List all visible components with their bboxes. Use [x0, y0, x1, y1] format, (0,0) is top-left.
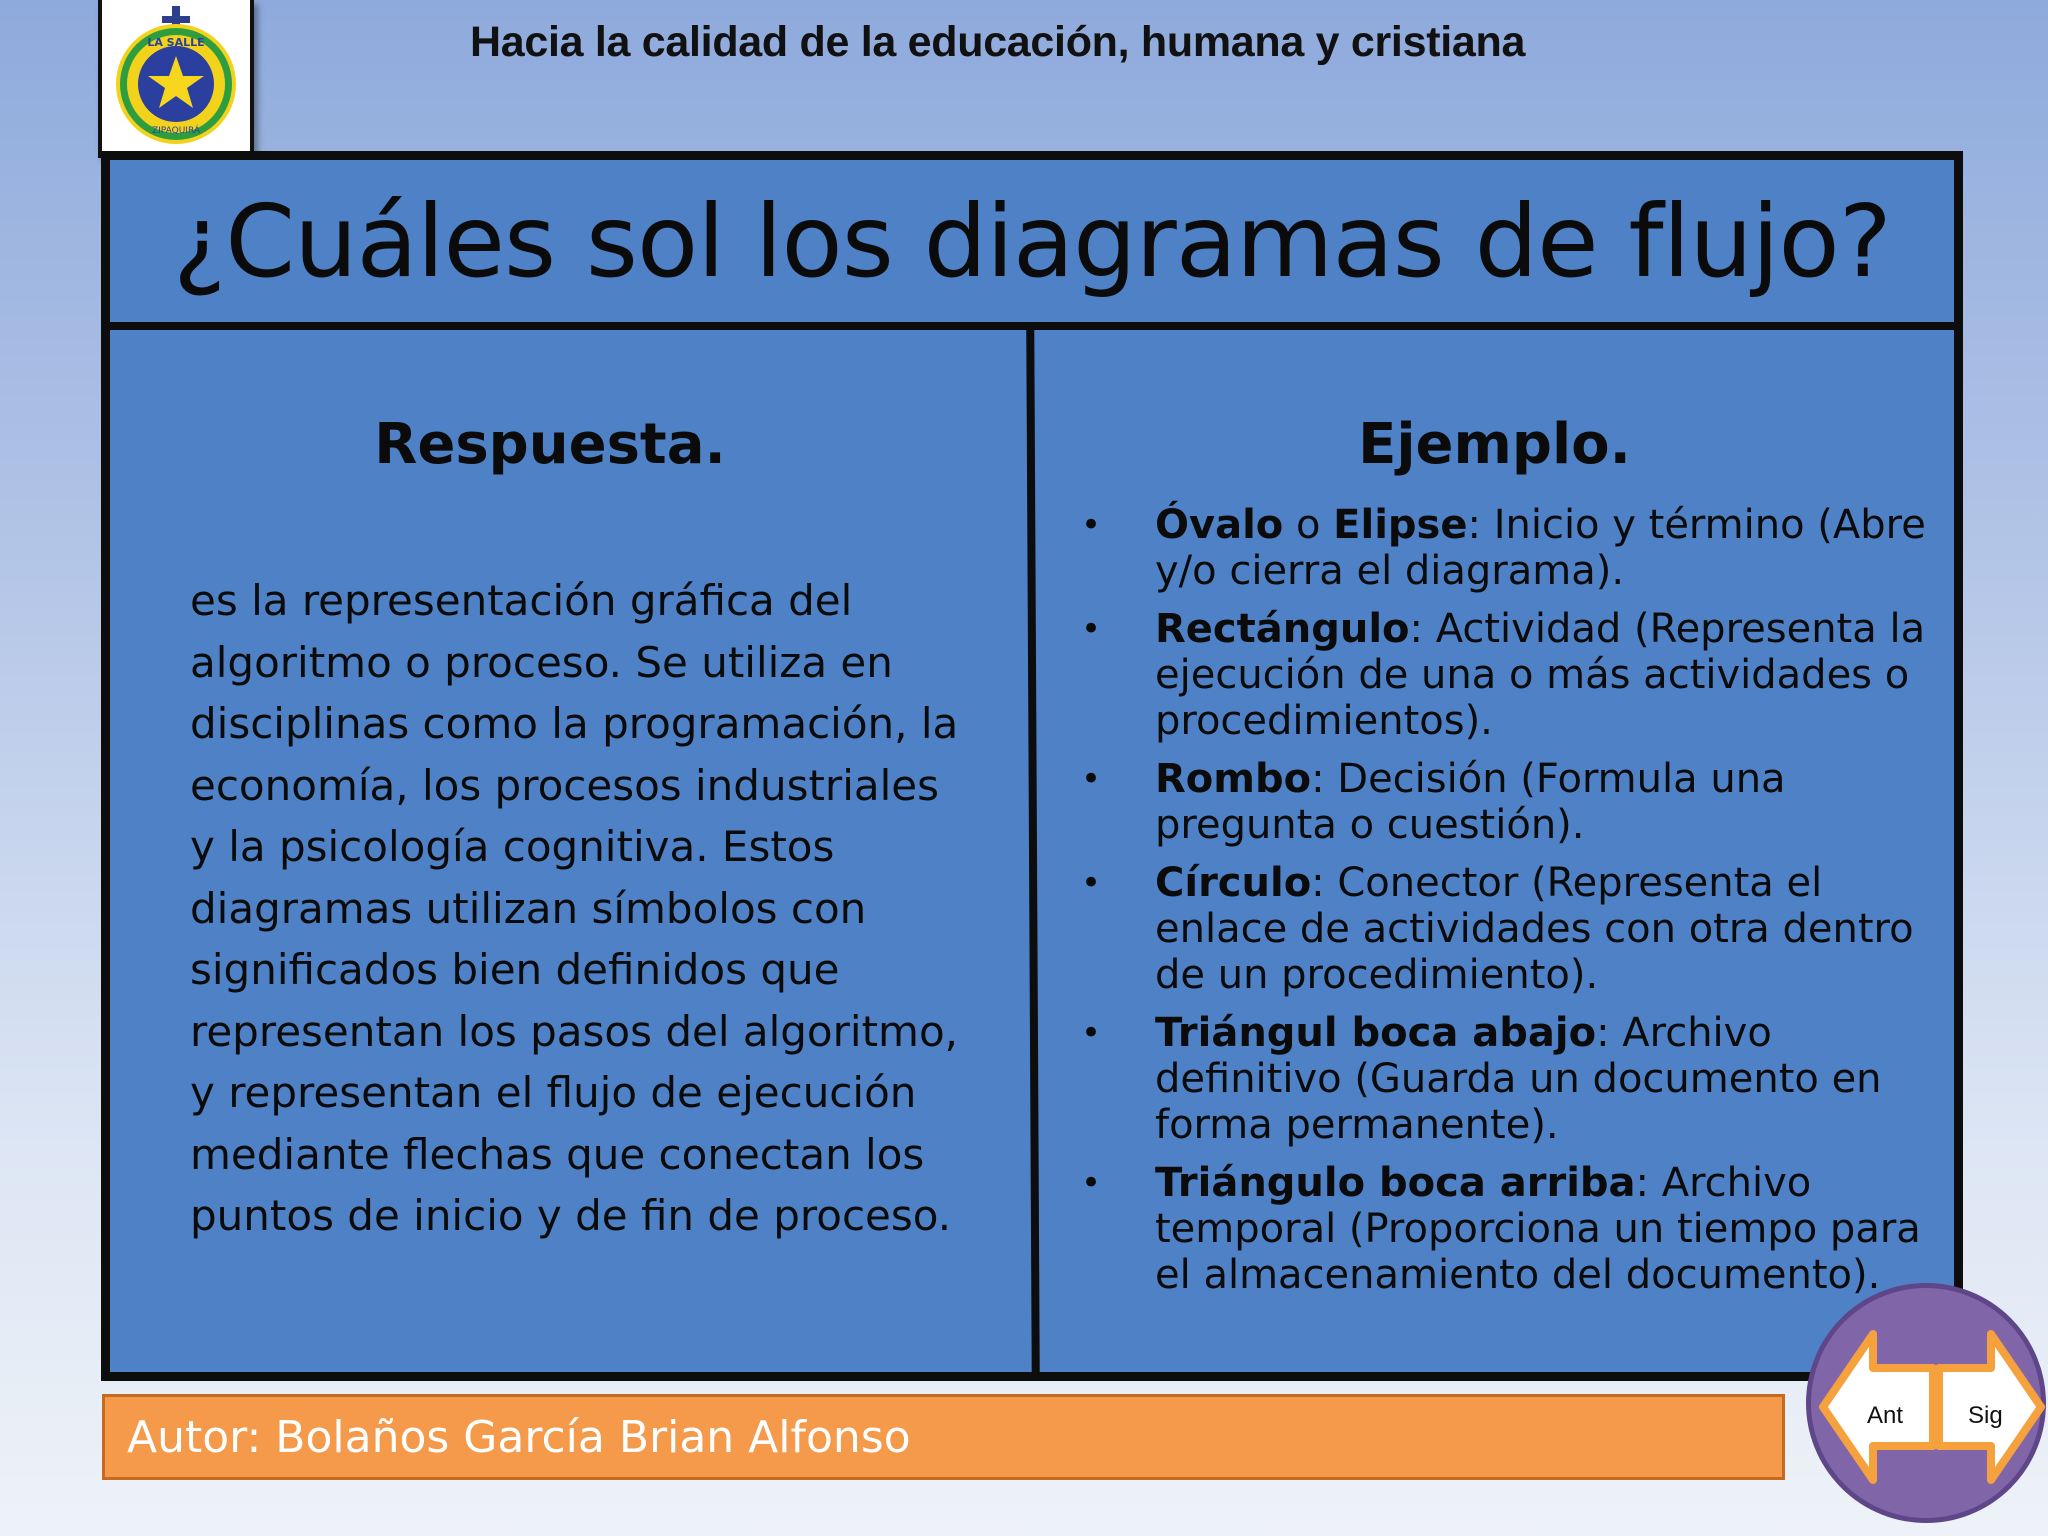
svg-text:LA SALLE: LA SALLE [147, 36, 205, 49]
next-button-label[interactable]: Sig [1968, 1402, 2003, 1429]
header-title: Hacia la calidad de la educación, humana y cristiana [470, 18, 1526, 66]
school-crest-icon [110, 2, 242, 152]
answer-column [110, 330, 1029, 1372]
bullet-icon: • [1081, 1013, 1102, 1053]
list-item: • Círculo: Conector (Representa el enlace de actividades con otra dentro de un procedimiento). [1081, 860, 1914, 998]
example-heading: Ejemplo. [1358, 412, 1631, 477]
bullet-icon: • [1081, 1163, 1102, 1203]
list-item: • Rombo: Decisión (Formula una pregunta o cuestión). [1081, 756, 1786, 848]
bullet-icon: • [1081, 609, 1102, 649]
list-item: • Triángulo boca arriba: Archivo temporal (Proporciona un tiempo para el almacenamiento del documento). [1081, 1160, 1921, 1298]
list-item: • Rectángulo: Actividad (Representa la ejecución de una o más actividades o procedimientos). [1081, 606, 1926, 744]
title-row [110, 160, 1954, 330]
prev-button-label[interactable]: Ant [1867, 1402, 1904, 1429]
slide-title: ¿Cuáles sol los diagramas de flujo? [173, 182, 1891, 300]
content-board [101, 151, 1963, 1381]
nav-circle [1806, 1283, 2046, 1523]
bullet-icon: • [1081, 863, 1102, 903]
example-list [1081, 502, 1961, 1310]
list-item: • Óvalo o Elipse: Inicio y término (Abre y/o cierra el diagrama). [1081, 502, 1926, 594]
answer-heading: Respuesta. [374, 412, 726, 477]
example-column [1037, 330, 1954, 1372]
list-item: • Triángul boca abajo: Archivo definitivo (Guarda un documento en forma permanente). [1081, 1010, 1882, 1148]
svg-text:ZIPAQUIRÁ: ZIPAQUIRÁ [151, 126, 201, 136]
bullet-icon: • [1081, 505, 1102, 545]
bullet-icon: • [1081, 759, 1102, 799]
logo [98, 0, 254, 158]
author-bar: Autor: Bolaños García Brian Alfonso [102, 1394, 1785, 1480]
answer-text: es la representación gráfica del algoritmo o proceso. Se utiliza en disciplinas como la programación, la economía, los procesos industriales y la psicología cognitiva. Estos diagramas utilizan símbolos con significados bien definidos que representan los pasos del algoritmo, y representan el flujo de ejecución mediante flechas que conectan los puntos de inicio y de fin de proceso. [190, 576, 959, 1240]
